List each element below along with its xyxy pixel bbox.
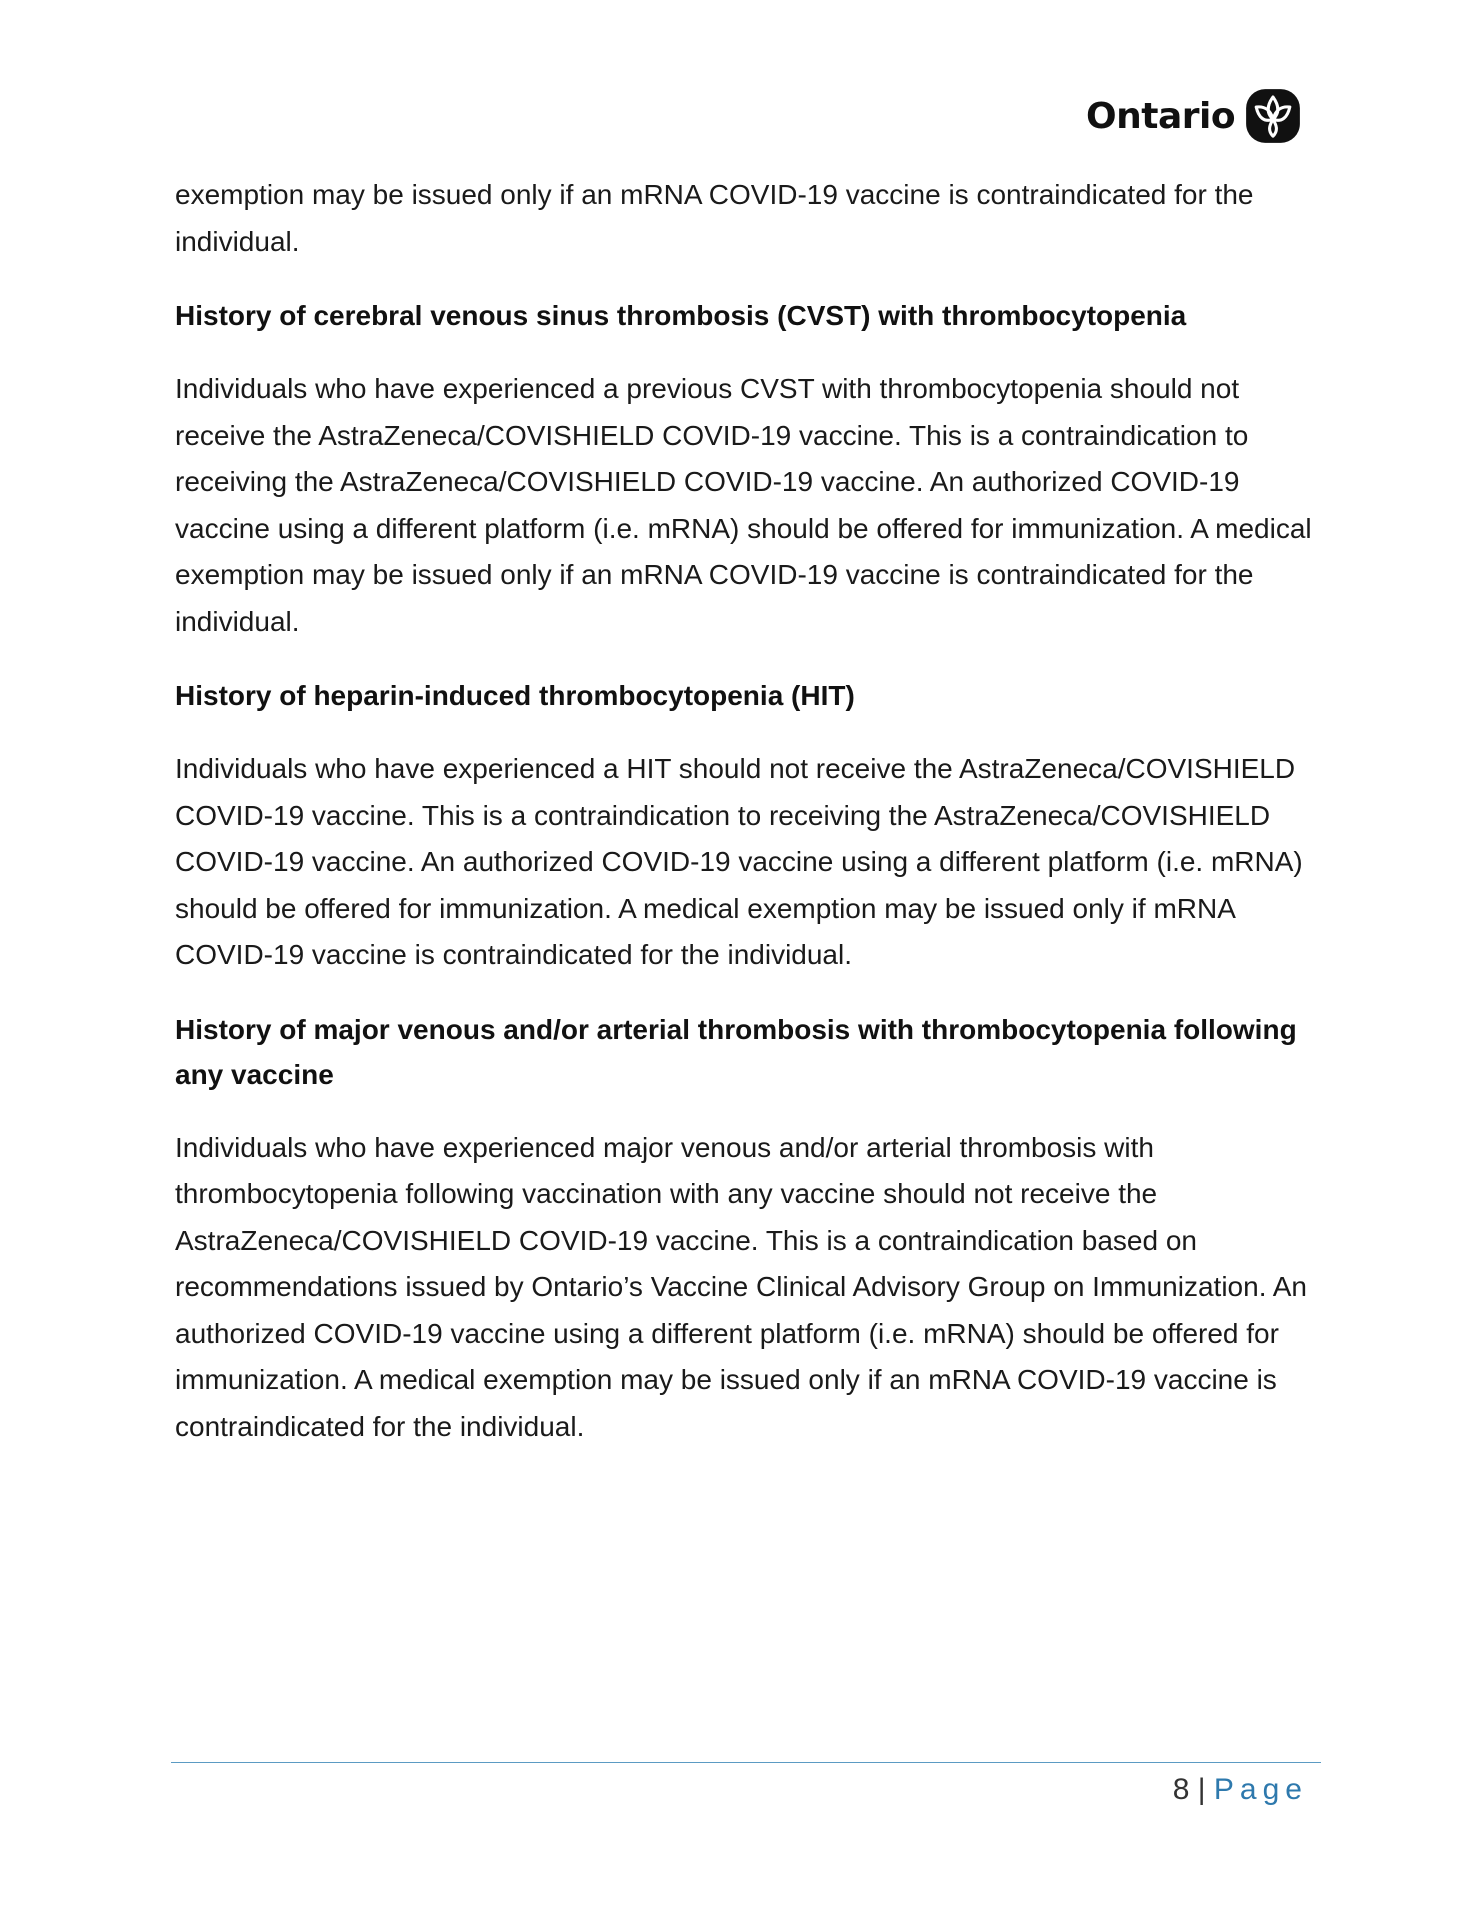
page-separator: | [1197, 1773, 1206, 1806]
section-body-cvst: Individuals who have experienced a previous CVST with thrombocytopenia should not receive the AstraZeneca/COVISHIELD COVID-19 vaccine. This is a contraindication to receiving the AstraZeneca/COVISHIELD COVID-19 vaccine. An authorized COVID-19 vaccine using a different platform (i.e. mRNA) should be offered for immunization. A medical exemption may be issued only if an mRNA COVID-19 vaccine is contraindicated for the individual. [175, 373, 1312, 637]
section-heading-thrombosis: History of major venous and/or arterial thrombosis with thrombocytopenia following any vaccine [175, 1013, 1297, 1090]
document-body [175, 172, 1325, 1450]
ontario-logo [1086, 88, 1301, 144]
section-heading-cvst: History of cerebral venous sinus thrombosis (CVST) with thrombocytopenia [175, 300, 1187, 331]
page-number: 8 [1172, 1773, 1190, 1806]
section-heading-hit: History of heparin-induced thrombocytopenia (HIT) [175, 680, 855, 711]
logo-wordmark: Ontario [1086, 95, 1236, 137]
section-body-hit: Individuals who have experienced a HIT should not receive the AstraZeneca/COVISHIELD COVID-19 vaccine. This is a contraindication to receiving the AstraZeneca/COVISHIELD COVID-19 vaccine. An authorized COVID-19 vaccine using a different platform (i.e. mRNA) should be offered for immunization. A medical exemption may be issued only if mRNA COVID-19 vaccine is contraindicated for the individual. [175, 753, 1303, 970]
page-footer [1173, 1770, 1308, 1810]
intro-paragraph: exemption may be issued only if an mRNA COVID-19 vaccine is contraindicated for the individual. [175, 179, 1254, 257]
footer-divider [171, 1762, 1321, 1763]
page-label: Page [1213, 1773, 1308, 1806]
ontario-trillium-icon [1245, 88, 1301, 144]
section-body-thrombosis: Individuals who have experienced major venous and/or arterial thrombosis with thrombocytopenia following vaccination with any vaccine should not receive the AstraZeneca/COVISHIELD COVID-19 vaccine. This is a contraindication based on recommendations issued by Ontario’s Vaccine Clinical Advisory Group on Immunization. An authorized COVID-19 vaccine using a different platform (i.e. mRNA) should be offered for immunization. A medical exemption may be issued only if an mRNA COVID-19 vaccine is contraindicated for the individual. [175, 1131, 1307, 1442]
